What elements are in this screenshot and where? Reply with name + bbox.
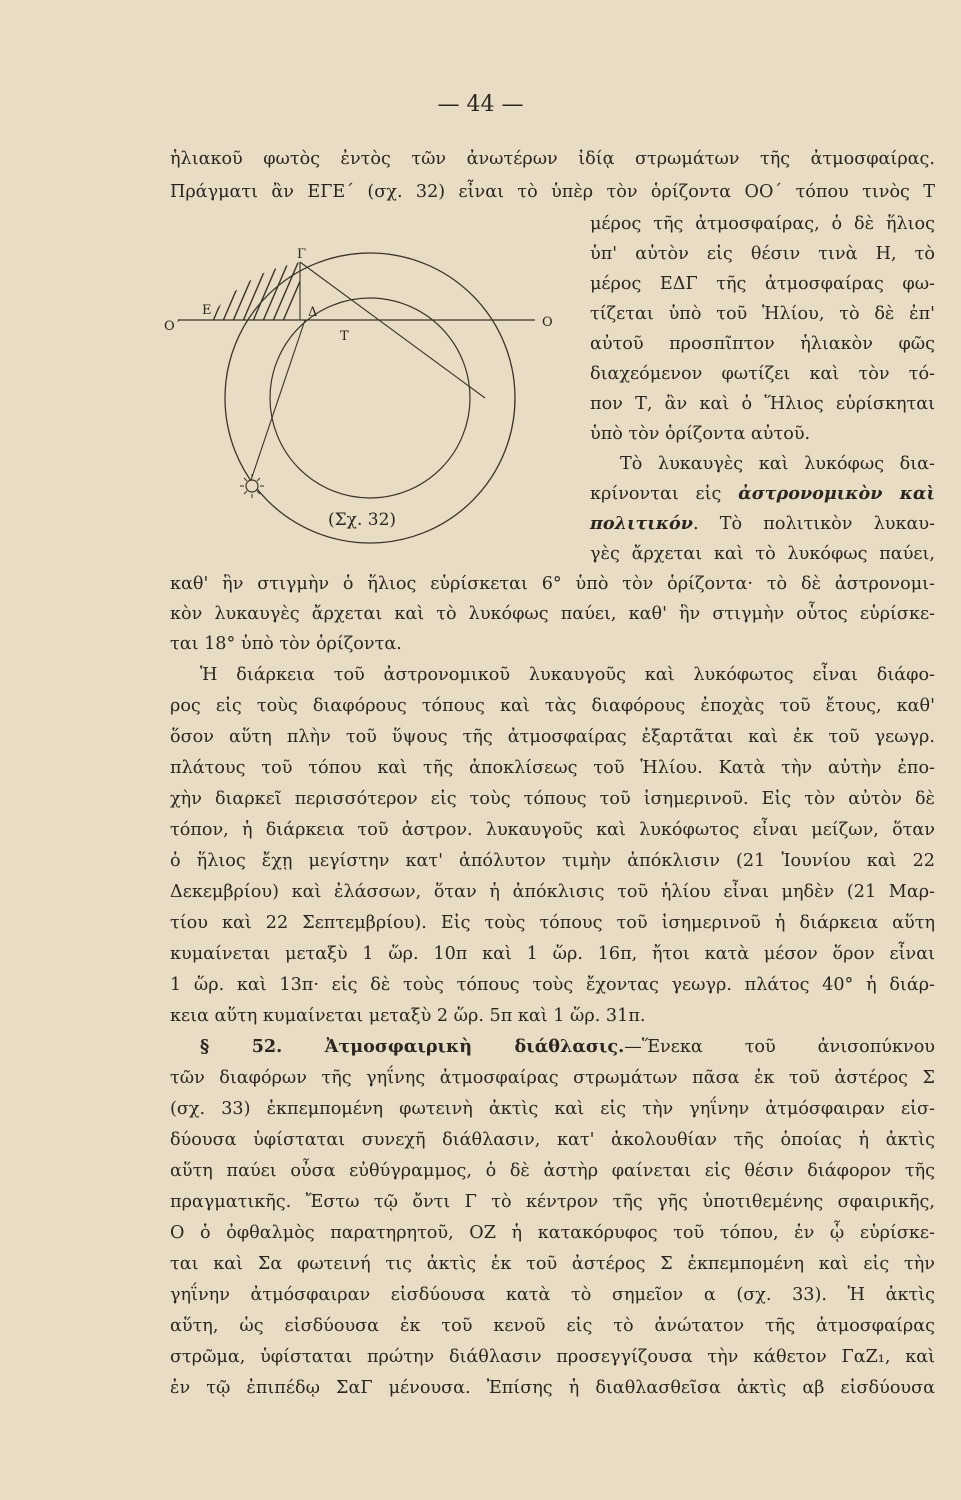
text-line: γηΐνην ἀτμόσφαιραν εἰσδύουσα κατὰ τὸ σημεῖον α (σχ. 33). Ἡ ἀκτὶς bbox=[170, 1285, 935, 1305]
text-line: πον Τ, ἂν καὶ ὁ Ἥλιος εὑρίσκηται bbox=[590, 394, 935, 414]
section-heading: § 52. Ἀτμοσφαιρικὴ διάθλασις. bbox=[200, 1036, 625, 1057]
text-line: τίου καὶ 22 Σεπτεμβρίου). Εἰς τοὺς τόπους τοῦ ἰσημερινοῦ ἡ διάρκεια αὕτη bbox=[170, 913, 935, 933]
text-line: μέρος ΕΔΓ τῆς ἀτμοσφαίρας φω- bbox=[590, 274, 935, 294]
label-o-left: Ο΄ bbox=[164, 319, 182, 334]
text-line: διαχεόμενον φωτίζει καὶ τὸν τό- bbox=[590, 364, 935, 384]
label-tau: Τ bbox=[340, 329, 349, 344]
text-line: αὐτοῦ προσπῖπτον ἡλιακὸν φῶς bbox=[590, 334, 935, 354]
text-line: πλάτους τοῦ τόπου καὶ τῆς ἀποκλίσεως τοῦ Ἡλίου. Κατὰ τὴν αὐτὴν ἐπο- bbox=[170, 758, 935, 778]
text-line: στρῶμα, ὑφίσταται πρώτην διάθλασιν προσεγγίζουσα τὴν κάθετον ΓαΖ₁, καὶ bbox=[170, 1347, 935, 1367]
text-line: ὁ ἥλιος ἔχῃ μεγίστην κατ' ἀπόλυτον τιμὴν ἀπόκλισιν (21 Ἰουνίου καὶ 22 bbox=[170, 851, 935, 871]
text-line: Ἡ διάρκεια τοῦ ἀστρονομικοῦ λυκαυγοῦς καὶ λυκόφωτος εἶναι διάφο- bbox=[200, 665, 935, 685]
section-heading-line bbox=[170, 1036, 935, 1058]
text-line: γὲς ἄρχεται καὶ τὸ λυκόφως παύει, bbox=[590, 544, 935, 564]
text-line bbox=[590, 513, 935, 535]
text-line: χὴν διαρκεῖ περισσότερον εἰς τοὺς τόπους τοῦ ἰσημερινοῦ. Εἰς τὸν αὐτὸν δὲ bbox=[170, 789, 935, 809]
text-line: κὸν λυκαυγὲς ἄρχεται καὶ τὸ λυκόφως παύει, καθ' ἣν στιγμὴν οὗτος εὑρίσκε- bbox=[170, 604, 935, 624]
text-line: Τὸ λυκαυγὲς καὶ λυκόφως δια- bbox=[620, 454, 935, 474]
page-number: — 44 — bbox=[437, 92, 524, 117]
text-line: δύουσα ὑφίσταται συνεχῆ διάθλασιν, κατ' ἀκολουθίαν τῆς ὁποίας ἡ ἀκτὶς bbox=[170, 1130, 935, 1150]
text-line: (σχ. 33) ἐκπεμπομένη φωτεινὴ ἀκτὶς καὶ εἰς τὴν γηΐνην ἀτμόσφαιραν εἰσ- bbox=[170, 1099, 935, 1119]
term-civil: πολιτικόν bbox=[590, 513, 693, 534]
text-line: τίζεται ὑπὸ τοῦ Ἡλίου, τὸ δὲ ἐπ' bbox=[590, 304, 935, 324]
text-line: κυμαίνεται μεταξὺ 1 ὥρ. 10π καὶ 1 ὥρ. 16π, ἤτοι κατὰ μέσον ὅρον εἶναι bbox=[170, 944, 935, 964]
text-span: —Ἕνεκα τοῦ ἀνισοπύκνου bbox=[624, 1037, 935, 1057]
text-line: πραγματικῆς. Ἔστω τῷ ὄντι Γ τὸ κέντρον τῆς γῆς ὑποτιθεμένης σφαιρικῆς, bbox=[170, 1192, 935, 1212]
hatched-region bbox=[200, 258, 310, 328]
text-line: ὅσον αὕτη πλὴν τοῦ ὕψους τῆς ἀτμοσφαίρας ἐξαρτᾶται καὶ ἐκ τοῦ γεωγρ. bbox=[170, 727, 935, 747]
text-line: καθ' ἣν στιγμὴν ὁ ἥλιος εὑρίσκεται 6° ὑπὸ τὸν ὁρίζοντα· τὸ δὲ ἀστρονομι- bbox=[170, 574, 935, 594]
atmosphere-outer-circle bbox=[225, 253, 515, 543]
text-line: αὕτη, ὡς εἰσδύουσα ἐκ τοῦ κενοῦ εἰς τὸ ἀνώτατον τῆς ἀτμοσφαίρας bbox=[170, 1316, 935, 1336]
figure-caption: (Σχ. 32) bbox=[328, 510, 397, 530]
text-line: ἡλιακοῦ φωτὸς ἐντὸς τῶν ἀνωτέρων ἰδίᾳ στρωμάτων τῆς ἀτμοσφαίρας. bbox=[170, 149, 935, 169]
text-line bbox=[590, 483, 935, 505]
text-line: ὑπ' αὐτὸν εἰς θέσιν τινὰ Η, τὸ bbox=[590, 244, 935, 264]
sun-ray-line bbox=[250, 320, 305, 483]
label-epsilon: Ε bbox=[202, 303, 212, 318]
text-line: τῶν διαφόρων τῆς γηΐνης ἀτμοσφαίρας στρωμάτων πᾶσα ἐκ τοῦ ἀστέρος Σ bbox=[170, 1068, 935, 1088]
text-line: ται καὶ Σα φωτεινή τις ἀκτὶς ἐκ τοῦ ἀστέρος Σ ἐκπεμπομένη καὶ εἰς τὴν bbox=[170, 1254, 935, 1274]
text-span: . Τὸ πολιτικὸν λυκαυ- bbox=[692, 514, 935, 534]
figure-atmosphere-diagram bbox=[160, 248, 580, 548]
term-astronomical: ἀστρονομικὸν καὶ bbox=[738, 483, 935, 504]
text-line: ται 18° ὑπὸ τὸν ὁρίζοντα. bbox=[170, 634, 402, 654]
text-line: αὕτη παύει οὖσα εὐθύγραμμος, ὁ δὲ ἀστὴρ φαίνεται εἰς θέσιν διάφορον τῆς bbox=[170, 1161, 935, 1181]
text-span: κρίνονται εἰς bbox=[590, 484, 739, 504]
text-line: ὑπὸ τὸν ὁρίζοντα αὐτοῦ. bbox=[590, 424, 811, 444]
text-line: μέρος τῆς ἀτμοσφαίρας, ὁ δὲ ἥλιος bbox=[590, 214, 935, 234]
text-line: 1 ὥρ. καὶ 13π· εἰς δὲ τοὺς τόπους τοὺς ἔχοντας γεωγρ. πλάτος 40° ἡ διάρ- bbox=[170, 975, 935, 995]
text-line: Δεκεμβρίου) καὶ ἐλάσσων, ὅταν ἡ ἀπόκλισις τοῦ ἡλίου εἶναι μηδὲν (21 Μαρ- bbox=[170, 882, 935, 902]
sun-icon bbox=[246, 480, 258, 492]
text-line: Ο ὁ ὀφθαλμὸς παρατηρητοῦ, ΟΖ ἡ κατακόρυφος τοῦ τόπου, ἐν ᾧ εὑρίσκε- bbox=[170, 1223, 935, 1243]
label-delta: Δ bbox=[308, 305, 318, 320]
earth-inner-circle bbox=[270, 298, 470, 498]
label-gamma: Γ bbox=[297, 248, 307, 262]
text-line: κεια αὕτη κυμαίνεται μεταξὺ 2 ὥρ. 5π καὶ 1 ὥρ. 31π. bbox=[170, 1006, 646, 1026]
text-line: τόπον, ἡ διάρκεια τοῦ ἀστρον. λυκαυγοῦς καὶ λυκόφωτος εἶναι μείζων, ὅταν bbox=[170, 820, 935, 840]
text-line: Πράγματι ἂν ΕΓΕ΄ (σχ. 32) εἶναι τὸ ὑπὲρ τὸν ὁρίζοντα ΟΟ΄ τόπου τινὸς Τ bbox=[170, 182, 935, 202]
text-line: ἐν τῷ ἐπιπέδῳ ΣαΓ μένουσα. Ἐπίσης ἡ διαθλασθεῖσα ἀκτὶς αβ εἰσδύουσα bbox=[170, 1378, 935, 1398]
label-o-right: Ο bbox=[542, 315, 553, 330]
text-line: ρος εἰς τοὺς διαφόρους τόπους καὶ τὰς διαφόρους ἐποχὰς τοῦ ἔτους, καθ' bbox=[170, 696, 935, 716]
